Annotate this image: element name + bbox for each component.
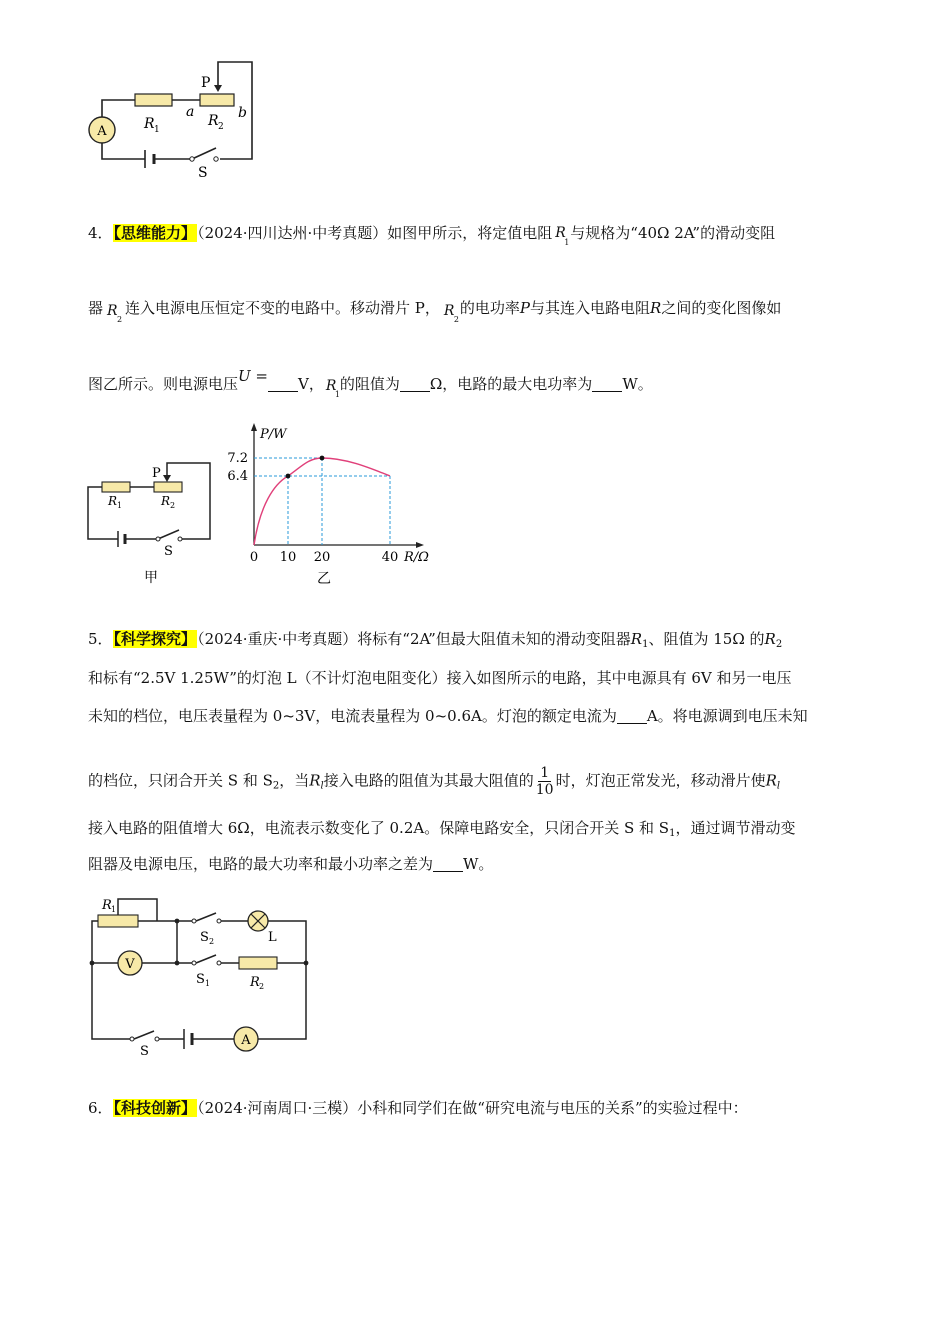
q5-line-3 (88, 705, 808, 727)
q4-r-symbol: R (650, 299, 662, 317)
chart-points (286, 456, 325, 479)
q5-text: 的档位，只闭合开关 S 和 S (88, 771, 273, 790)
ammeter-label: A (97, 124, 107, 139)
data-point (286, 474, 291, 479)
q4-r2-symbol: R (107, 303, 118, 319)
slider-label: P (201, 75, 211, 91)
q4-r2-sub: 2 (117, 315, 123, 324)
circuit-diagram-q5 (82, 893, 322, 1063)
slider-label: P (152, 466, 161, 481)
r1-label: R (102, 898, 112, 913)
q4-text: W。 (622, 375, 653, 393)
q5-tag: 【科学探究】 (113, 630, 197, 648)
q5-r-symbol: R (309, 771, 321, 790)
answer-blank-voltage[interactable] (268, 375, 298, 392)
q5-line-5 (88, 817, 795, 845)
data-point (320, 456, 325, 461)
q5-r2-sub: 2 (775, 639, 783, 650)
q4-r1-symbol: R (325, 378, 337, 394)
q6-line-1 (88, 1097, 748, 1119)
figure-caption-jia: 甲 (144, 570, 158, 586)
r1-sub: 1 (117, 501, 123, 510)
answer-blank-rated-current[interactable] (617, 707, 647, 724)
q4-text: 图乙所示。则电源电压 (88, 375, 239, 393)
y-axis-arrow (251, 423, 257, 431)
answer-blank-power[interactable] (592, 375, 622, 392)
q4-tag: 【思维能力】 (113, 224, 197, 242)
y-tick-label: 7.2 (227, 451, 248, 466)
q4-number: 4． (88, 224, 113, 242)
answer-blank-resistance[interactable] (400, 375, 430, 392)
ammeter-label: A (241, 1033, 251, 1048)
s1-label: S (196, 972, 205, 987)
q4-text: V， (298, 375, 324, 393)
s2-sub: 2 (209, 937, 215, 946)
s1-sub: 1 (205, 979, 211, 988)
point-b-label: b (238, 105, 247, 121)
q4-text: 的阻值为 (339, 375, 400, 393)
q4-text: 器 (88, 299, 104, 317)
fraction-denominator: 10 (535, 782, 554, 798)
q5-text: ，当 (279, 771, 310, 790)
q5-s2-sub: 2 (272, 780, 280, 792)
q5-text: 和标有“2.5V 1.25W”的灯泡 L（不计灯泡电阻变化）接入如图所示的电路，其中电源具有 6V 和另一电压 (88, 669, 792, 687)
chart-curve (254, 458, 390, 545)
x-tick-label: 40 (381, 550, 399, 565)
q5-text: 未知的档位，电压表量程为 0~3V，电流表量程为 0~0.6A。灯泡的额定电流为 (88, 707, 617, 725)
q6-text: （2024·河南周口·三模）小科和同学们在做“研究电流与电压的关系”的实验过程中： (197, 1099, 748, 1117)
r2-sub: 2 (259, 982, 265, 991)
q5-text: A。将电源调到电压未知 (646, 707, 808, 725)
r2-label: R (161, 494, 171, 508)
s2-label: S (200, 930, 209, 945)
q4-text: 连入电源电压恒定不变的电路中。移动滑片 P， (125, 299, 440, 317)
chart-guides (254, 458, 390, 545)
q5-text: （2024·重庆·中考真题）将标有“2A”但最大阻值未知的滑动变阻器 (197, 630, 631, 648)
q5-text: 时，灯泡正常发光，移动滑片使 (555, 771, 766, 790)
switch-label: S (164, 544, 173, 559)
point-a-label: a (186, 104, 195, 120)
q5-text: W。 (463, 855, 494, 873)
answer-blank-power-difference[interactable] (433, 855, 463, 872)
q4-r1-symbol: R (555, 225, 566, 241)
q4-r1-sub: 1 (334, 390, 340, 399)
q5-text: 接入电路的阻值增大 6Ω，电流表示数变化了 0.2A。保障电路安全，只闭合开关 S 和 S (88, 819, 670, 837)
switch-label: S (140, 1044, 149, 1059)
q4-text: 与规格为“40Ω 2A”的滑动变阻 (570, 224, 776, 242)
q5-line-4 (88, 765, 780, 798)
q5-r1-sub: 1 (642, 639, 649, 650)
q5-text: 、阻值为 15Ω 的 (648, 630, 765, 648)
q4-text: 与其连入电路电阻 (530, 299, 651, 317)
q4-r1-sub: 1 (564, 238, 570, 247)
switch-label: S (198, 165, 208, 181)
r1-label: R (108, 494, 118, 508)
q4-line-3 (88, 367, 653, 399)
q4-r2-sub: 2 (453, 315, 459, 324)
x-axis-arrow (416, 542, 424, 548)
y-axis-label: P/W (260, 427, 287, 442)
fraction (536, 765, 554, 798)
q4-line-2 (88, 297, 782, 324)
x-tick-label: 0 (249, 550, 259, 565)
q5-r-sub: l (320, 780, 324, 792)
r1-sub: 1 (111, 905, 117, 914)
q5-s1-sub: 1 (669, 828, 676, 839)
q5-line-2 (88, 667, 792, 689)
x-axis-label: R/Ω (404, 550, 429, 565)
q5-text: ，通过调节滑动变 (675, 819, 796, 837)
q4-text: 的电功率 (459, 299, 520, 317)
r2-sub: 2 (170, 501, 176, 510)
figure-caption-yi: 乙 (317, 571, 331, 587)
chart-labels (227, 427, 429, 565)
q4-r2-symbol: R (443, 303, 455, 319)
circuit-diagram-jia (82, 455, 222, 590)
q4-text: Ω，电路的最大电功率为 (429, 375, 593, 393)
fraction-numerator: 1 (540, 765, 550, 781)
q5-r2-symbol: R (764, 630, 776, 648)
r2-label: R (250, 975, 260, 990)
q5-line-1 (88, 628, 782, 656)
x-tick-label: 10 (279, 550, 297, 565)
r1-label: R (144, 116, 155, 132)
q5-number: 5． (88, 630, 113, 648)
voltmeter-label: V (125, 957, 135, 972)
q6-number: 6． (88, 1099, 113, 1117)
lamp-label: L (268, 930, 277, 945)
r2-label: R (208, 113, 219, 129)
q5-r-sub: l (776, 780, 781, 792)
r1-sub: 1 (154, 125, 160, 135)
q4-text: 之间的变化图像如 (661, 299, 782, 317)
x-tick-label: 20 (313, 550, 331, 565)
q4-line-1 (88, 222, 776, 247)
q4-text: （2024·四川达州·中考真题）如图甲所示，将定值电阻 (197, 224, 553, 242)
q6-tag: 【科技创新】 (113, 1099, 197, 1117)
q5-r1-symbol: R (630, 630, 643, 648)
q5-r-symbol: R (765, 771, 777, 790)
y-tick-label: 6.4 (227, 469, 248, 484)
circuit-diagram-top (80, 55, 270, 185)
q5-line-6 (88, 853, 493, 875)
q5-text: 接入电路的阻值为其最大阻值的 (323, 771, 534, 790)
q5-text: 阻器及电源电压，电路的最大功率和最小功率之差为 (88, 855, 434, 873)
q4-p-symbol: P (519, 299, 530, 317)
power-resistance-chart (222, 420, 452, 590)
r2-sub: 2 (218, 122, 224, 132)
q4-u-symbol: U = (238, 367, 268, 385)
